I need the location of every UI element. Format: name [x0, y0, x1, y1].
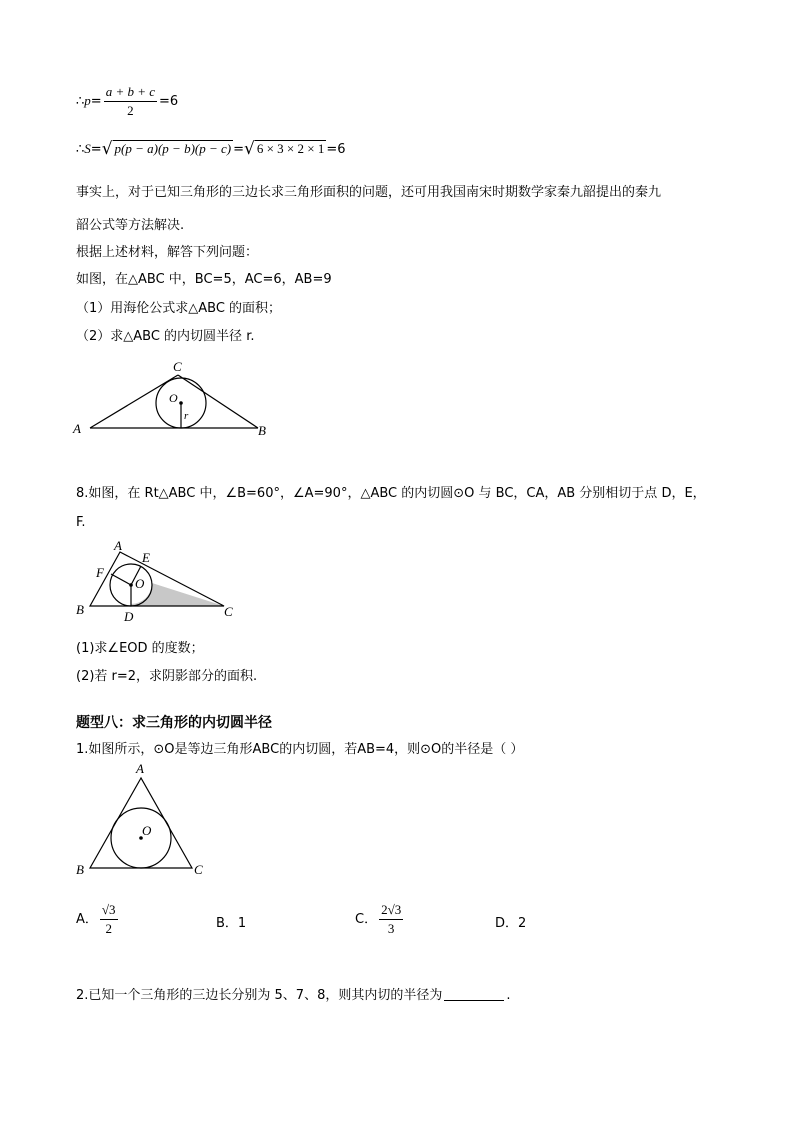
therefore-symbol: ∴ — [76, 142, 85, 157]
option-d-letter: D． — [495, 916, 519, 931]
label-b: B — [76, 862, 84, 877]
q7-figure — [70, 355, 280, 440]
therefore-symbol: ∴ — [76, 94, 85, 109]
s2-stem — [76, 984, 511, 1003]
label-a: A — [114, 538, 122, 553]
label-c: C — [173, 359, 182, 374]
s2-stem-end: . — [506, 988, 511, 1003]
q8-line-2: F. — [76, 515, 86, 530]
option-b-letter: B． — [216, 916, 238, 931]
q8-part2: (2)若 r=2，求阴影部分的面积. — [76, 669, 258, 684]
result-value: =6 — [326, 142, 346, 157]
label-b: B — [258, 423, 266, 438]
option-d-value: 2 — [518, 916, 527, 931]
label-a: A — [136, 761, 144, 776]
option-c-numerator: 2√3 — [379, 902, 403, 920]
option-a[interactable] — [76, 902, 120, 937]
radicand-2: 6 × 3 × 2 × 1 — [256, 141, 325, 156]
label-e: E — [142, 550, 150, 565]
label-d: D — [124, 609, 134, 624]
equals-sign: = — [90, 142, 102, 157]
paragraph-line-2: 韶公式等方法解决. — [76, 218, 185, 233]
radical-icon-2: √ — [244, 139, 255, 159]
label-r: r — [184, 410, 189, 422]
option-c-fraction — [379, 902, 403, 937]
s1-stem: 1.如图所示，⊙O是等边三角形ABC的内切圆，若AB=4，则⊙O的半径是（ ） — [76, 742, 524, 757]
triangle-abc — [90, 778, 192, 868]
q7-part1: （1）用海伦公式求△ABC 的面积； — [76, 301, 282, 316]
option-a-letter: A． — [76, 912, 98, 927]
option-a-fraction — [100, 902, 118, 937]
formula-s — [76, 139, 346, 159]
option-c[interactable] — [355, 902, 405, 937]
option-c-letter: C． — [355, 912, 378, 927]
paragraph-line-1: 事实上，对于已知三角形的三边长求三角形面积的问题，还可用我国南宋时期数学家秦九韶提出的秦九 — [76, 185, 662, 200]
option-a-denominator: 2 — [105, 921, 112, 936]
label-o: O — [142, 823, 152, 838]
fraction-numerator: a + b + c — [104, 84, 157, 102]
q7-part2: （2）求△ABC 的内切圆半径 r. — [76, 329, 255, 344]
prompt-text: 根据上述材料，解答下列问题： — [76, 245, 259, 260]
section-title: 题型八：求三角形的内切圆半径 — [76, 715, 272, 731]
fraction-denominator: 2 — [127, 103, 134, 118]
option-b-value: 1 — [237, 916, 247, 931]
label-b: B — [76, 602, 84, 617]
radicand: p(p − a)(p − b)(p − c) — [114, 141, 232, 156]
equals-sign: = — [90, 94, 102, 109]
option-a-numerator: √3 — [100, 902, 118, 920]
q8-part1: (1)求∠EOD 的度数； — [76, 641, 204, 656]
var-p: p — [84, 93, 91, 108]
formula-p — [76, 84, 178, 119]
radical-icon: √ — [101, 139, 113, 159]
label-a: A — [73, 421, 81, 436]
label-c: C — [194, 862, 203, 877]
answer-blank[interactable] — [444, 988, 504, 1001]
label-f: F — [96, 565, 104, 580]
option-b[interactable] — [216, 912, 246, 931]
s2-stem-text: 2.已知一个三角形的三边长分别为 5、7、8，则其内切的半径为 — [76, 988, 443, 1003]
equals-sign-2: = — [233, 142, 244, 157]
q8-figure — [72, 538, 242, 624]
side-ac — [90, 375, 178, 428]
side-bc — [178, 375, 258, 428]
s1-figure — [72, 760, 212, 880]
option-d[interactable] — [495, 912, 526, 931]
fraction — [104, 84, 157, 119]
label-c: C — [224, 604, 233, 619]
var-s: S — [84, 141, 91, 156]
label-o: O — [169, 391, 178, 405]
q7-given: 如图，在△ABC 中，BC=5，AC=6，AB=9 — [76, 272, 332, 287]
q8-line-1: 8.如图，在 Rt△ABC 中，∠B=60°，∠A=90°，△ABC 的内切圆⊙O 与 BC，CA，AB 分别相切于点 D，E， — [76, 486, 706, 501]
label-o: O — [135, 576, 145, 591]
option-c-denominator: 3 — [387, 921, 395, 936]
result-value: =6 — [159, 94, 179, 109]
